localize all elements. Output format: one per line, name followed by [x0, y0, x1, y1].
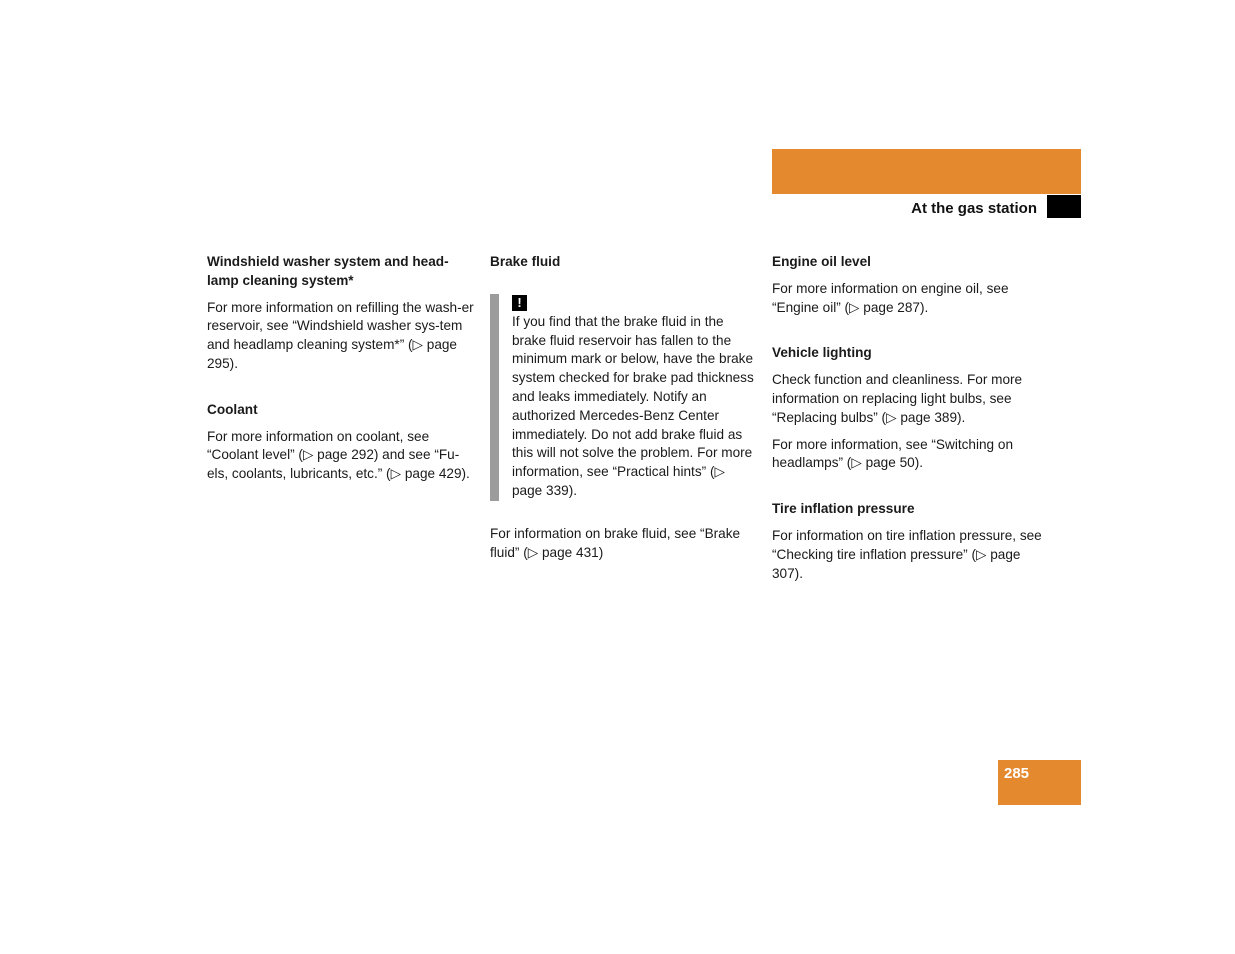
- header-section-bar: [772, 149, 1081, 194]
- section-title: Operation: [1113, 169, 1191, 186]
- washer-text: For more information on refilling the wash-er reservoir, see “Windshield washer sys-tem and headlamp cleaning system*” (▷ page 295).: [207, 299, 474, 371]
- warning-text: If you find that the brake fluid in the brake fluid reservoir has fallen to the minimum mark or below, have the brake system checked for brake pad thickness and leaks immediately. Notify an authorized Mercedes-Benz Center immediately. Do not add brake fluid as this will not solve the problem. For more information, see “Practical hints” (▷ page 339).: [512, 313, 754, 498]
- washer-heading: Windshield washer system and head-lamp cleaning system*: [207, 254, 449, 288]
- lighting-heading: Vehicle lighting: [772, 345, 872, 361]
- lighting-text-2: For more information, see “Switching on headlamps” (▷ page 50).: [772, 436, 1014, 471]
- warning-box: [490, 294, 755, 501]
- column-middle: [490, 253, 755, 570]
- subsection-title: At the gas station: [911, 200, 1037, 217]
- column-right: [772, 253, 1042, 591]
- oil-text: For more information on engine oil, see “Engine oil” (▷ page 287).: [772, 280, 1009, 315]
- coolant-text: For more information on coolant, see “Coolant level” (▷ page 292) and see “Fu-els, coolants, lubricants, etc.” (▷ page 429).: [207, 428, 470, 482]
- header-tab-marker: [1047, 195, 1081, 218]
- brake-text: For information on brake fluid, see “Brake fluid” (▷ page 431): [490, 525, 741, 560]
- brake-heading: Brake fluid: [490, 254, 561, 269]
- tire-heading: Tire inflation pressure: [772, 501, 915, 517]
- page-number: 285: [1004, 765, 1030, 782]
- coolant-heading: Coolant: [207, 401, 258, 417]
- lighting-text-1: Check function and cleanliness. For more information on replacing light bulbs, see “Replacing bulbs” (▷ page 389).: [772, 372, 1023, 425]
- tire-text: For information on tire inflation pressure, see “Checking tire inflation pressure” (▷ page 307).: [772, 527, 1042, 581]
- warning-bar: [490, 294, 499, 501]
- warning-icon: !: [512, 295, 527, 311]
- oil-heading: Engine oil level: [772, 254, 871, 269]
- column-left: [207, 253, 477, 492]
